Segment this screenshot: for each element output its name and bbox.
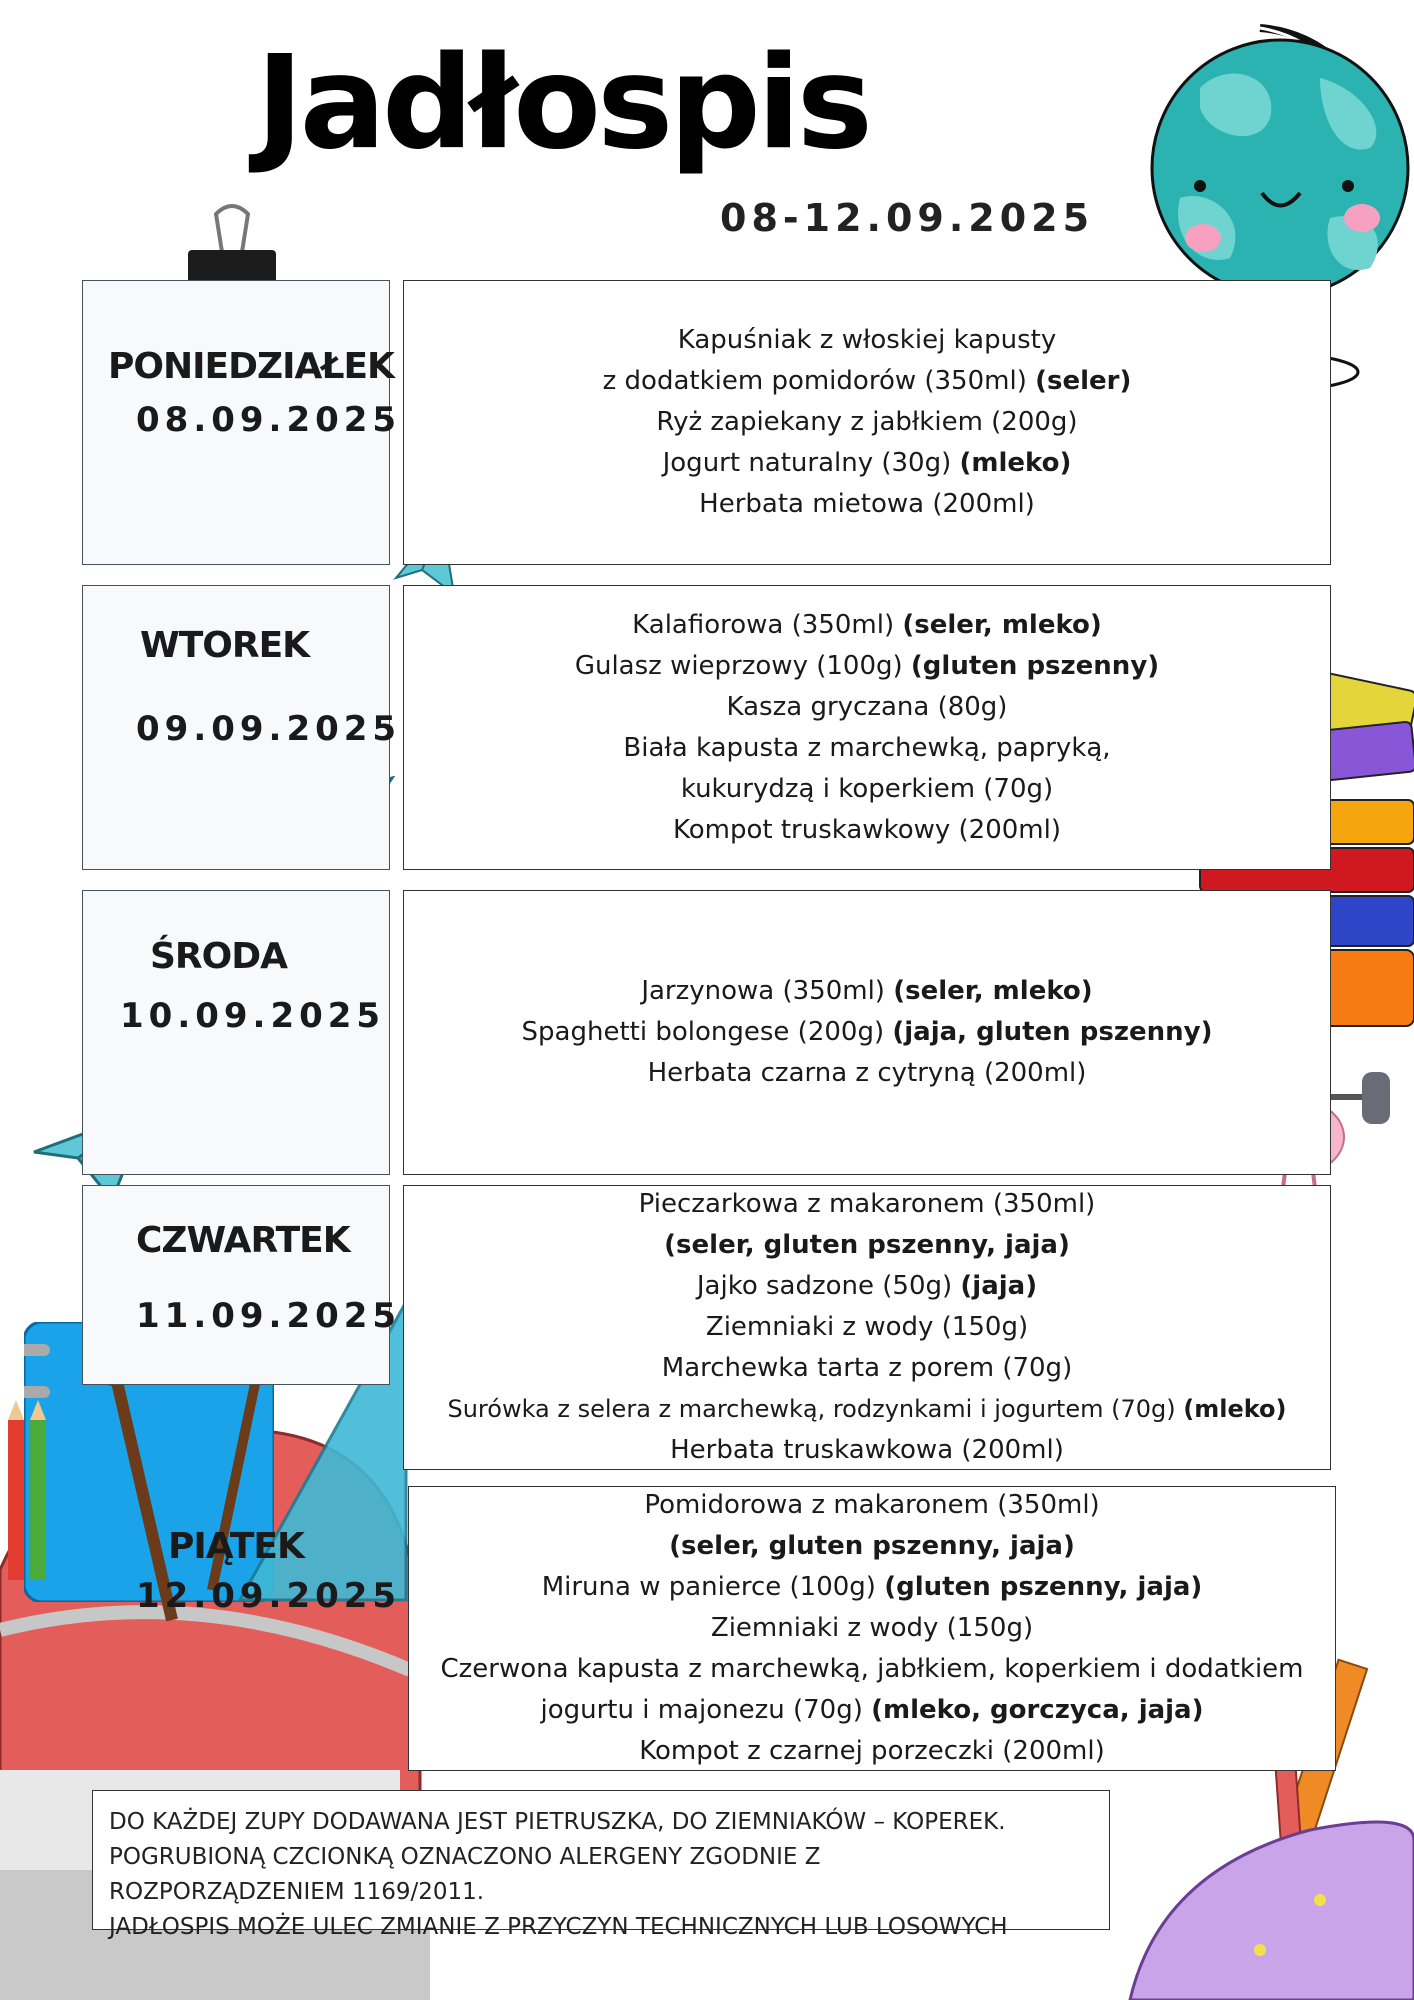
day-date-thursday: 11.09.2025: [136, 1296, 402, 1336]
menu-item: Spaghetti bolongese (200g) (jaja, gluten pszenny): [521, 1017, 1213, 1047]
menu-item: (seler, gluten pszenny, jaja): [664, 1230, 1070, 1260]
day-name-tuesday: WTOREK: [140, 625, 310, 666]
menu-item: Kalafiorowa (350ml) (seler, mleko): [632, 609, 1102, 640]
menu-item: Jarzynowa (350ml) (seler, mleko): [641, 976, 1093, 1006]
menu-item: Marchewka tarta z porem (70g): [661, 1353, 1073, 1383]
menu-item: Kompot truskawkowy (200ml): [673, 814, 1061, 845]
day-date-friday: 12.09.2025: [136, 1576, 402, 1616]
menu-item: Jogurt naturalny (30g) (mleko): [662, 448, 1072, 478]
menu-box-monday: [403, 280, 1331, 565]
menu-box-wednesday: [403, 890, 1331, 1175]
pencil-icon: [0, 1400, 60, 1580]
menu-item: Surówka z selera z marchewką, rodzynkami i jogurtem (70g) (mleko): [447, 1395, 1287, 1423]
menu-box-tuesday: [403, 585, 1331, 870]
menu-item: (seler, gluten pszenny, jaja): [669, 1531, 1075, 1561]
day-name-thursday: CZWARTEK: [136, 1220, 350, 1261]
menu-item: Herbata czarna z cytryną (200ml): [647, 1058, 1087, 1088]
day-name-friday: PIĄTEK: [168, 1526, 304, 1567]
menu-item: kukurydzą i koperkiem (70g): [680, 773, 1054, 804]
day-name-monday: PONIEDZIAŁEK: [108, 346, 394, 387]
day-box-thursday: [82, 1185, 390, 1385]
menu-item: Biała kapusta z marchewką, papryką,: [623, 732, 1111, 763]
day-date-monday: 08.09.2025: [136, 400, 402, 440]
menu-item: Ziemniaki z wody (150g): [710, 1613, 1034, 1643]
footer-note: POGRUBIONĄ CZCIONKĄ OZNACZONO ALERGENY ZGODNIE Z: [109, 1844, 821, 1870]
menu-item: Herbata mietowa (200ml): [699, 489, 1035, 519]
menu-item: Gulasz wieprzowy (100g) (gluten pszenny): [574, 650, 1160, 681]
menu-item: Herbata truskawkowa (200ml): [670, 1435, 1064, 1465]
menu-item: Pomidorowa z makaronem (350ml): [644, 1490, 1100, 1520]
date-range: 08-12.09.2025: [720, 196, 1095, 240]
day-date-wednesday: 10.09.2025: [120, 996, 386, 1036]
menu-item: Pieczarkowa z makaronem (350ml): [638, 1189, 1096, 1219]
footer-notes: [92, 1790, 1110, 1940]
menu-item: Ziemniaki z wody (150g): [705, 1312, 1029, 1342]
day-date-tuesday: 09.09.2025: [136, 709, 402, 749]
menu-item: Ryż zapiekany z jabłkiem (200g): [656, 407, 1078, 437]
footer-note: ROZPORZĄDZENIEM 1169/2011.: [109, 1879, 485, 1905]
page-title: Jadłospis: [256, 29, 869, 178]
menu-box-friday: [408, 1486, 1336, 1771]
menu-item: Kompot z czarnej porzeczki (200ml): [639, 1736, 1105, 1766]
menu-item: Kasza gryczana (80g): [726, 691, 1008, 722]
menu-item: z dodatkiem pomidorów (350ml) (seler): [602, 366, 1132, 396]
menu-item: Jajko sadzone (50g) (jaja): [696, 1271, 1038, 1301]
menu-item: Kapuśniak z włoskiej kapusty: [677, 325, 1057, 355]
footer-note: DO KAŻDEJ ZUPY DODAWANA JEST PIETRUSZKA, DO ZIEMNIAKÓW – KOPEREK.: [109, 1809, 1006, 1835]
menu-item: jogurtu i majonezu (70g) (mleko, gorczyca, jaja): [540, 1695, 1204, 1725]
footer-note: JADŁOSPIS MOŻE ULEC ZMIANIE Z PRZYCZYN TECHNICZNYCH LUB LOSOWYCH: [109, 1914, 1008, 1940]
menu-item: Czerwona kapusta z marchewką, jabłkiem, koperkiem i dodatkiem: [440, 1654, 1304, 1684]
day-name-wednesday: ŚRODA: [150, 936, 287, 977]
menu-box-thursday: [403, 1185, 1331, 1470]
menu-item: Miruna w panierce (100g) (gluten pszenny, jaja): [541, 1572, 1203, 1602]
